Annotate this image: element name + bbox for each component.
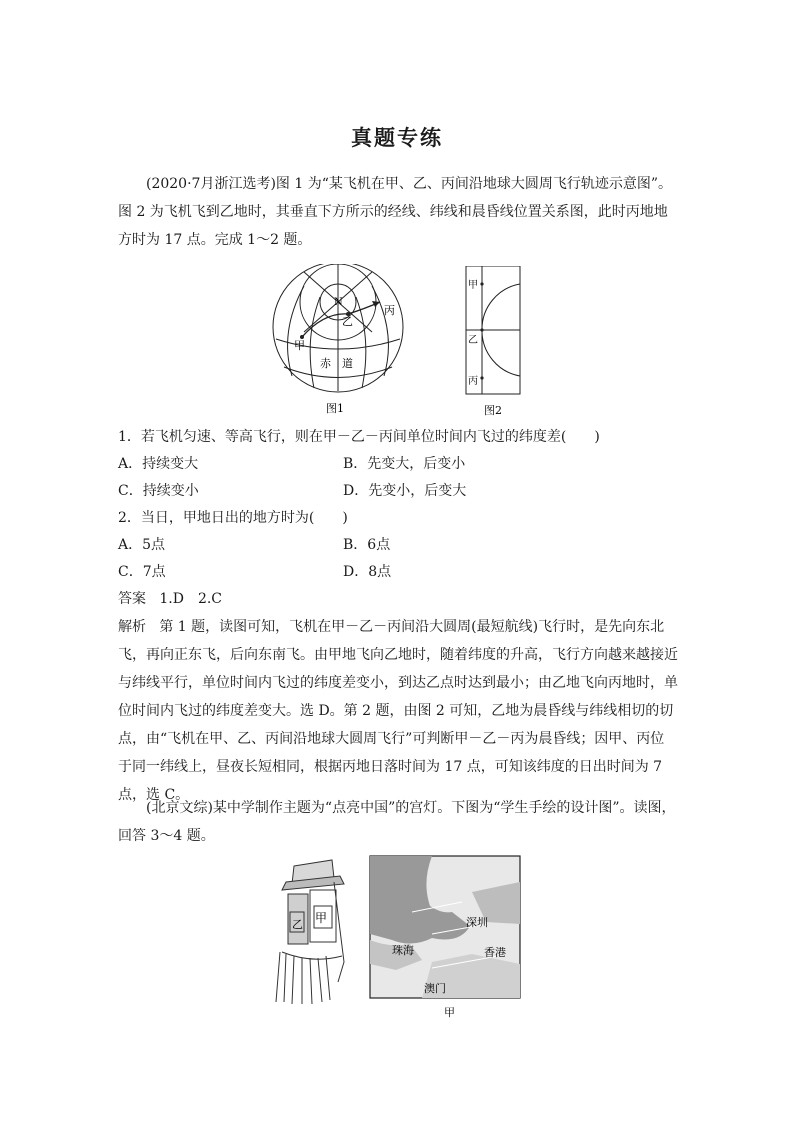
analysis-paragraph xyxy=(118,613,678,809)
bing-label: 丙 xyxy=(384,304,395,317)
label-shenzhen: 深圳 xyxy=(466,916,488,929)
q2-option-d: D．8点 xyxy=(343,564,392,580)
q1-option-b: B．先变大，后变小 xyxy=(343,456,466,472)
label-hongkong: 香港 xyxy=(484,946,506,959)
q2-option-a: A．5点 xyxy=(118,537,166,553)
answer-text: 1.D 2.C xyxy=(159,591,223,607)
equator-label-2: 道 xyxy=(342,357,353,370)
analysis-label: 解析 xyxy=(118,619,146,635)
answer-line xyxy=(118,589,222,609)
yi-label: 乙 xyxy=(342,315,353,328)
bing-label: 丙 xyxy=(468,376,478,387)
yi-label: 乙 xyxy=(468,335,478,346)
equator-label-1: 赤 xyxy=(320,357,331,370)
q1-option-c: C．持续变小 xyxy=(118,483,199,499)
figure-1-caption: 图1 xyxy=(326,402,344,415)
lantern-label-yi: 乙 xyxy=(292,918,303,931)
jia-label: 甲 xyxy=(468,280,478,291)
figure-2-caption: 图2 xyxy=(484,404,502,417)
q2-option-c: C．7点 xyxy=(118,564,166,580)
page-title: 真题专练 xyxy=(351,125,443,150)
q1-option-d: D．先变小，后变大 xyxy=(343,483,467,499)
figure-2-diagram xyxy=(462,266,524,420)
q2-option-b: B．6点 xyxy=(343,537,391,553)
q1-option-a: A．持续变大 xyxy=(118,456,199,472)
north-label: N xyxy=(334,297,343,308)
question-2-stem: 2．当日，甲地日出的地方时为( ) xyxy=(118,510,348,526)
answer-label: 答案 xyxy=(118,591,146,607)
label-macau: 澳门 xyxy=(424,982,446,995)
figure-3-lantern-map xyxy=(272,852,526,1022)
figure-3-caption: 甲 xyxy=(444,1006,455,1019)
lantern-label-jia: 甲 xyxy=(315,911,328,925)
intro-paragraph-2: (北京文综)某中学制作主题为“点亮中国”的宫灯。下图为“学生手绘的设计图”。读图，回答 3～4 题。 xyxy=(118,800,676,844)
label-zhuhai: 珠海 xyxy=(392,944,414,957)
question-1-stem: 1．若飞机匀速、等高飞行，则在甲－乙－丙间单位时间内飞过的纬度差( ) xyxy=(118,429,600,445)
intro-paragraph-1: (2020·7月浙江选考)图 1 为“某飞机在甲、乙、丙间沿地球大圆周飞行轨迹示意图”。图 2 为飞机飞到乙地时，其垂直下方所示的经线、纬线和晨昏线位置关系图，此时丙地地方时为 17 点。完成 1～2 题。 xyxy=(118,176,673,248)
jia-label: 甲 xyxy=(294,339,305,352)
figure-1-globe xyxy=(264,264,420,418)
analysis-text: 第 1 题，读图可知，飞机在甲－乙－丙间沿大圆周(最短航线)飞行时，是先向东北飞，再向正东飞，后向东南飞。由甲地飞向乙地时，随着纬度的升高，飞行方向越来越接近与纬线平行，单位时间内飞过的纬度差变小，到达乙点时达到最小；由乙地飞向丙地时，单位时间内飞过的纬度差变大。选 D。第 2 题，由图 2 可知，乙地为晨昏线与纬线相切的切点，由“飞机在甲、乙、丙间沿地球大圆周飞行”可判断甲－乙－丙为晨昏线；因甲、丙位于同一纬线上，昼夜长短相同，根据丙地日落时间为 17 点，可知该纬度的日出时间为 7 点，选 C。 xyxy=(118,619,678,803)
